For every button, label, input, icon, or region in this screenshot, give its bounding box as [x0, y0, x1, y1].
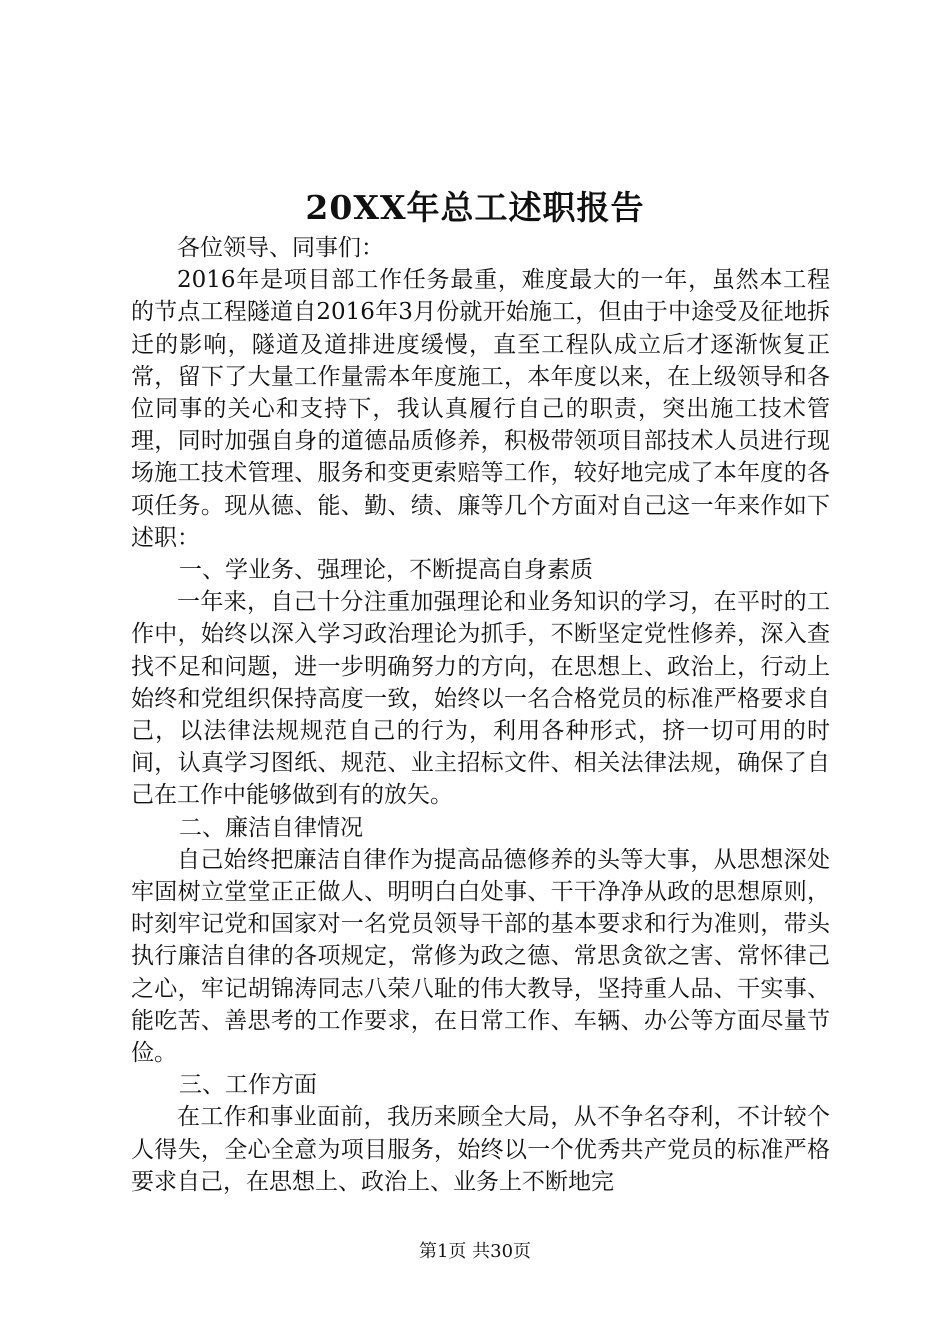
page-number-footer: 第1页 共30页 — [418, 1241, 532, 1262]
salutation: 各位领导、同事们： — [177, 235, 384, 261]
body-paragraph: 在工作和事业面前，我历来顾全大局，从不争名夺利，不计较个人得失，全心全意为项目服务，始终以一个优秀共产党员的标准严格要求自己，在思想上、政治上、业务上不断地完 — [131, 1104, 830, 1195]
body-paragraph: 一年来，自己十分注重加强理论和业务知识的学习，在平时的工作中，始终以深入学习政治理论为抓手，不断坚定党性修养，深入查找不足和问题，进一步明确努力的方向，在思想上、政治上，行动上始终和党组织保持高度一致，始终以一名合格党员的标准严格要求自己，以法律法规规范自己的行为，利用各种形式，挤一切可用的时间，认真学习图纸、规范、业主招标文件、相关法律法规，确保了自己在工作中能够做到有的放矢。 — [131, 589, 830, 809]
section-heading: 一、学业务、强理论，不断提高自身素质 — [179, 557, 593, 584]
section-heading: 三、工作方面 — [179, 1072, 317, 1099]
section-heading: 二、廉洁自律情况 — [179, 814, 363, 841]
document-title: 20XX年总工述职报告 — [305, 188, 645, 227]
document-body — [131, 232, 830, 1198]
body-paragraph: 自己始终把廉洁自律作为提高品德修养的头等大事，从思想深处牢固树立堂堂正正做人、明明白白处事、干干净净从政的思想原则，时刻牢记党和国家对一名党员领导干部的基本要求和行为准则，带头执行廉洁自律的各项规定，常修为政之德、常思贪欲之害、常怀律己之心，牢记胡锦涛同志八荣八耻的伟大教导，坚持重人品、干实事、能吃苦、善思考的工作要求，在日常工作、车辆、办公等方面尽量节俭。 — [131, 846, 830, 1067]
body-paragraph: 2016年是项目部工作任务最重，难度最大的一年，虽然本工程的节点工程隧道自2016年3月份就开始施工，但由于中途受及征地拆迁的影响，隧道及道排进度缓慢，直至工程队成立后才逐渐恢复正常，留下了大量工作量需本年度施工，本年度以来，在上级领导和各位同事的关心和支持下，我认真履行自己的职责，突出施工技术管理，同时加强自身的道德品质修养，积极带领项目部技术人员进行现场施工技术管理、服务和变更索赔等工作，较好地完成了本年度的各项任务。现从德、能、勤、绩、廉等几个方面对自己这一年来作如下述职： — [131, 267, 830, 551]
